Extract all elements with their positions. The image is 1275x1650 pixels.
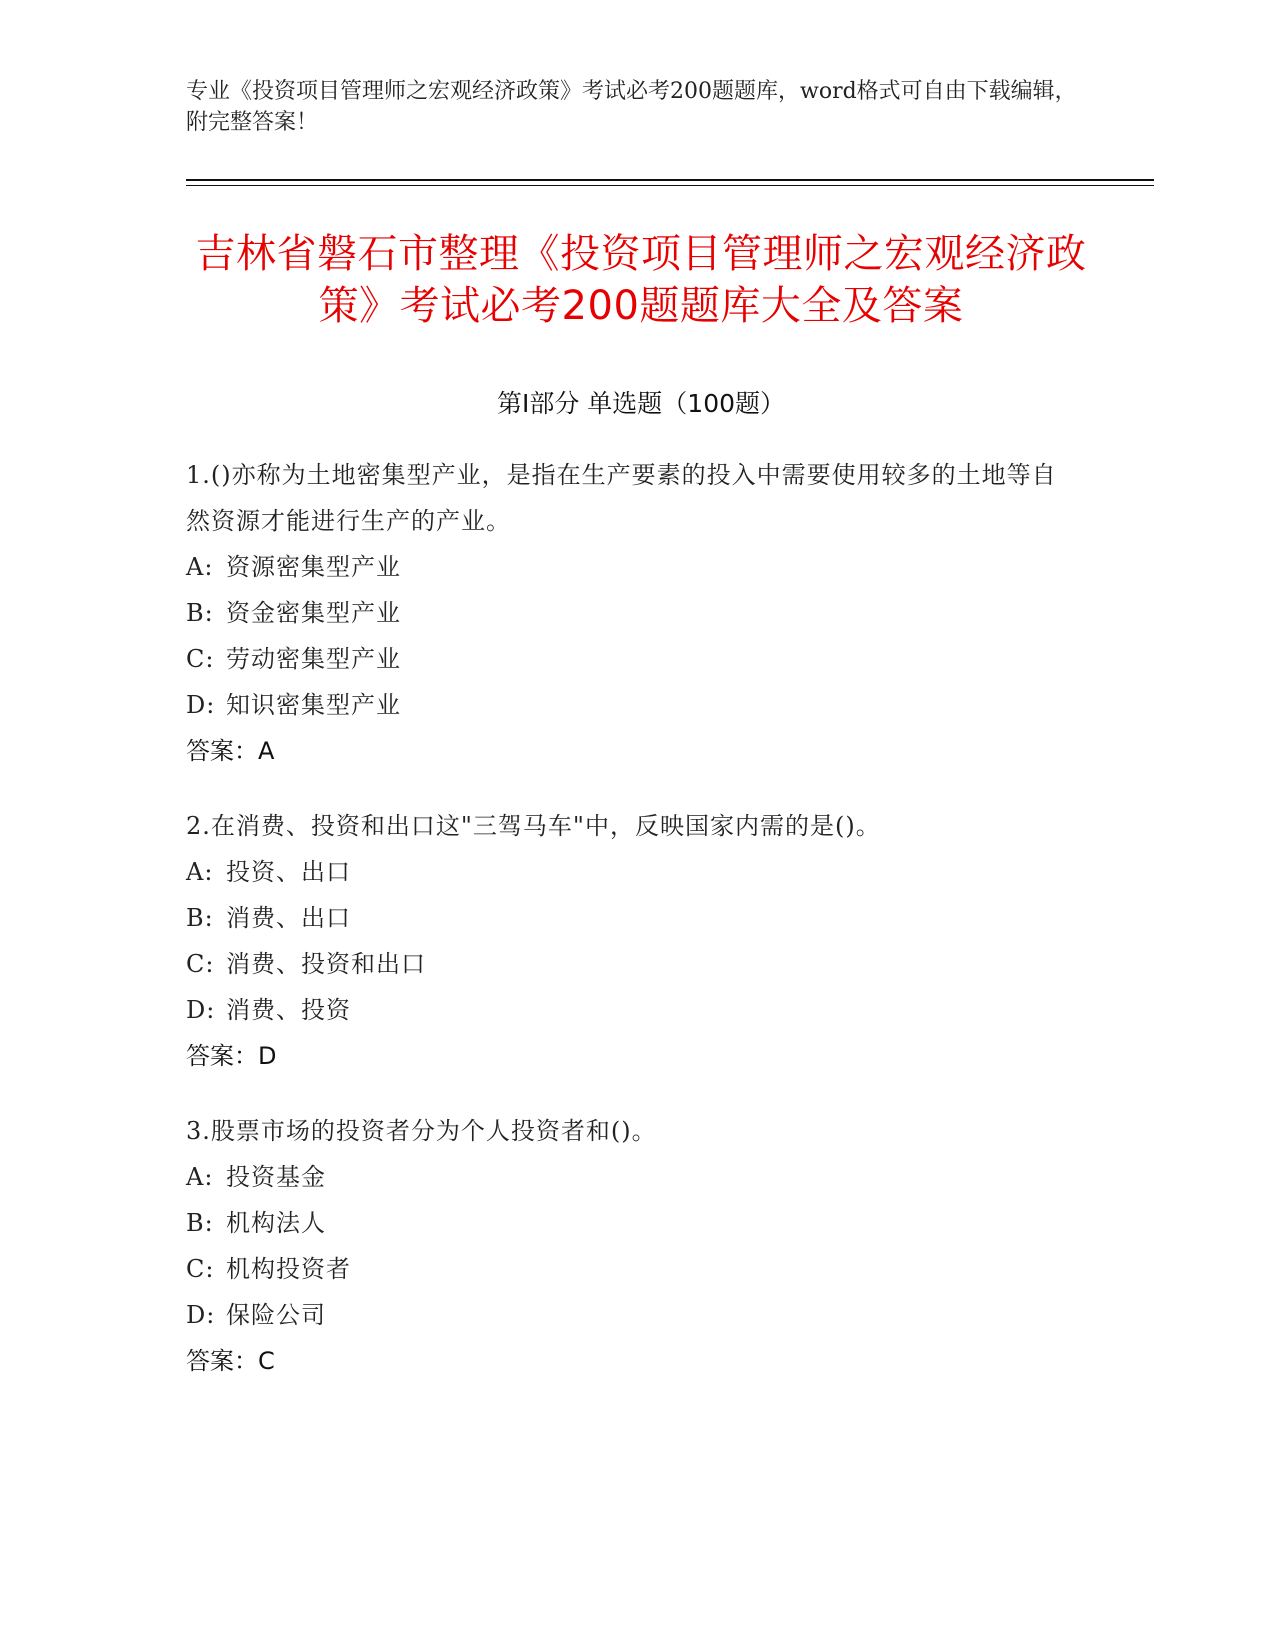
option-letter: B: [186, 904, 214, 932]
option-text: 机构投资者 [226, 1255, 351, 1283]
option-letter: A: [186, 553, 214, 581]
option-a [186, 544, 1066, 590]
option-b [186, 1200, 1066, 1246]
document-title: 吉林省磐石市整理《投资项目管理师之宏观经济政策》考试必考200题题库大全及答案 [195, 231, 1087, 329]
option-text: 劳动密集型产业 [226, 645, 401, 673]
option-letter: C: [186, 645, 215, 673]
question-stem: 2.在消费、投资和出口这"三驾马车"中，反映国家内需的是()。 [186, 812, 881, 840]
question-3 [186, 1108, 1066, 1384]
option-c [186, 636, 1066, 682]
option-letter: A: [186, 1163, 214, 1191]
option-b [186, 895, 1066, 941]
option-text: 资源密集型产业 [226, 553, 401, 581]
header-divider-thick [186, 179, 1154, 181]
option-letter: C: [186, 1255, 215, 1283]
option-text: 知识密集型产业 [226, 691, 401, 719]
option-text: 投资、出口 [226, 858, 351, 886]
answer-line: 答案：C [186, 1347, 275, 1375]
header-note: 专业《投资项目管理师之宏观经济政策》考试必考200题题库，word格式可自由下载编辑，附完整答案！ [186, 79, 1077, 135]
option-text: 消费、投资 [226, 996, 351, 1024]
question-stem: 1.()亦称为土地密集型产业，是指在生产要素的投入中需要使用较多的土地等自然资源才能进行生产的产业。 [186, 461, 1057, 535]
option-d [186, 987, 1066, 1033]
option-d [186, 1292, 1066, 1338]
option-letter: D: [186, 691, 216, 719]
option-text: 消费、出口 [226, 904, 351, 932]
option-letter: C: [186, 950, 215, 978]
question-1 [186, 452, 1066, 774]
option-text: 保险公司 [226, 1301, 326, 1329]
option-b [186, 590, 1066, 636]
question-stem: 3.股票市场的投资者分为个人投资者和()。 [186, 1117, 657, 1145]
header-divider-thin [186, 185, 1154, 186]
section-title: 第I部分 单选题（100题） [496, 389, 786, 418]
option-a [186, 849, 1066, 895]
option-letter: D: [186, 1301, 216, 1329]
option-c [186, 941, 1066, 987]
answer-line: 答案：A [186, 737, 275, 765]
option-text: 消费、投资和出口 [226, 950, 426, 978]
answer-line: 答案：D [186, 1042, 277, 1070]
option-letter: A: [186, 858, 214, 886]
option-text: 资金密集型产业 [226, 599, 401, 627]
option-a [186, 1154, 1066, 1200]
option-d [186, 682, 1066, 728]
option-letter: B: [186, 599, 214, 627]
question-2 [186, 803, 1066, 1079]
option-c [186, 1246, 1066, 1292]
option-letter: D: [186, 996, 216, 1024]
option-text: 投资基金 [226, 1163, 326, 1191]
option-letter: B: [186, 1209, 214, 1237]
option-text: 机构法人 [226, 1209, 326, 1237]
